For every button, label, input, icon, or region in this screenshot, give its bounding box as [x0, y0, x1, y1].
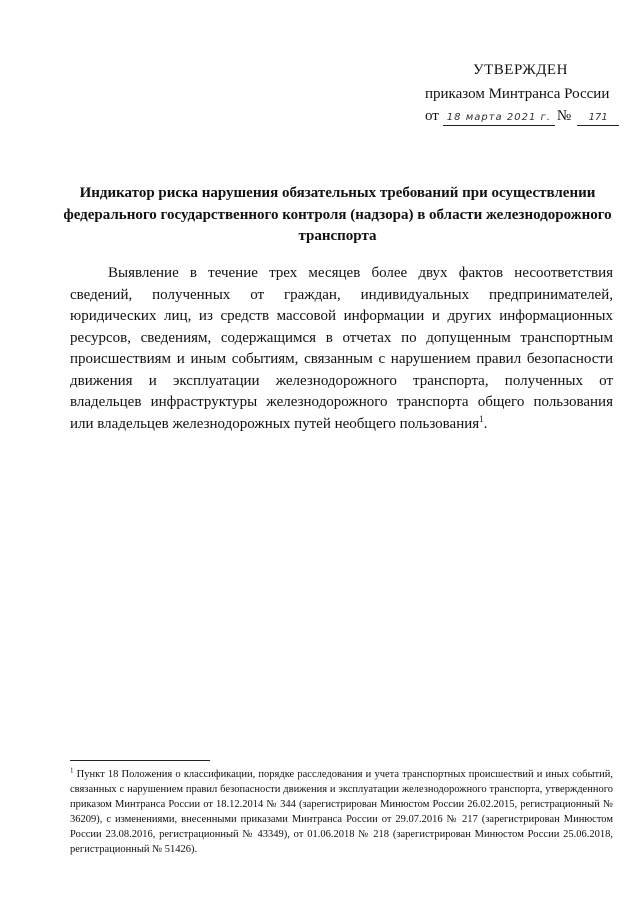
footnote-text: Пункт 18 Положения о классификации, порядке расследования и учета транспортных происшествий и иных событий, связанных с нарушением правил безопасности движения и эксплуатации железнодорожного транспорта, утвержденного приказом Минтранса России от 18.12.2014 № 344 (зарегистрирован Минюстом России 26.02.2015, регистрационный № 36209), с изменениями, внесенными приказами Минтранса России от 29.07.2016 № 217 (зарегистрирован Минюстом России 23.08.2016, регистрационный № 43349), от 01.06.2018 № 218 (зарегистрирован Минюстом России 25.06.2018, регистрационный № 51426). — [70, 769, 613, 855]
handwritten-date: 18 марта 2021 г. — [443, 111, 555, 126]
document-title: Индикатор риска нарушения обязательных требований при осуществлении федерального государственного контроля (надзора) в области железнодорожного транспорта — [63, 185, 612, 244]
date-prefix: от — [425, 108, 439, 124]
footnote — [70, 767, 613, 857]
footnote-paragraph — [70, 767, 613, 857]
body-end: . — [483, 415, 488, 432]
handwritten-number: 171 — [577, 111, 619, 126]
document-body — [70, 263, 613, 435]
number-prefix: № — [556, 108, 572, 124]
footnote-marker: 1 — [70, 766, 74, 775]
footnote-reference: 1 — [479, 413, 484, 424]
body-text: Выявление в течение трех месяцев более двух фактов несоответствия сведений, полученных от граждан, индивидуальных предпринимателей, юридических лиц, из средств массовой информации и других информационных ресурсов, сведениям, содержащимся в отчетах по допущенным транспортным происшествиям и иным событиям, связанным с нарушением правил безопасности движения и эксплуатации железнодорожного транспорта, полученных от владельцев инфраструктуры железнодорожного транспорта общего пользования или владельцев железнодорожных путей необщего пользования — [70, 265, 613, 432]
approval-order: приказом Минтранса России — [425, 86, 610, 102]
approval-title: УТВЕРЖДЕН — [473, 62, 568, 78]
body-paragraph — [70, 263, 613, 435]
approval-date-line — [425, 106, 619, 126]
footnote-divider — [70, 760, 210, 761]
